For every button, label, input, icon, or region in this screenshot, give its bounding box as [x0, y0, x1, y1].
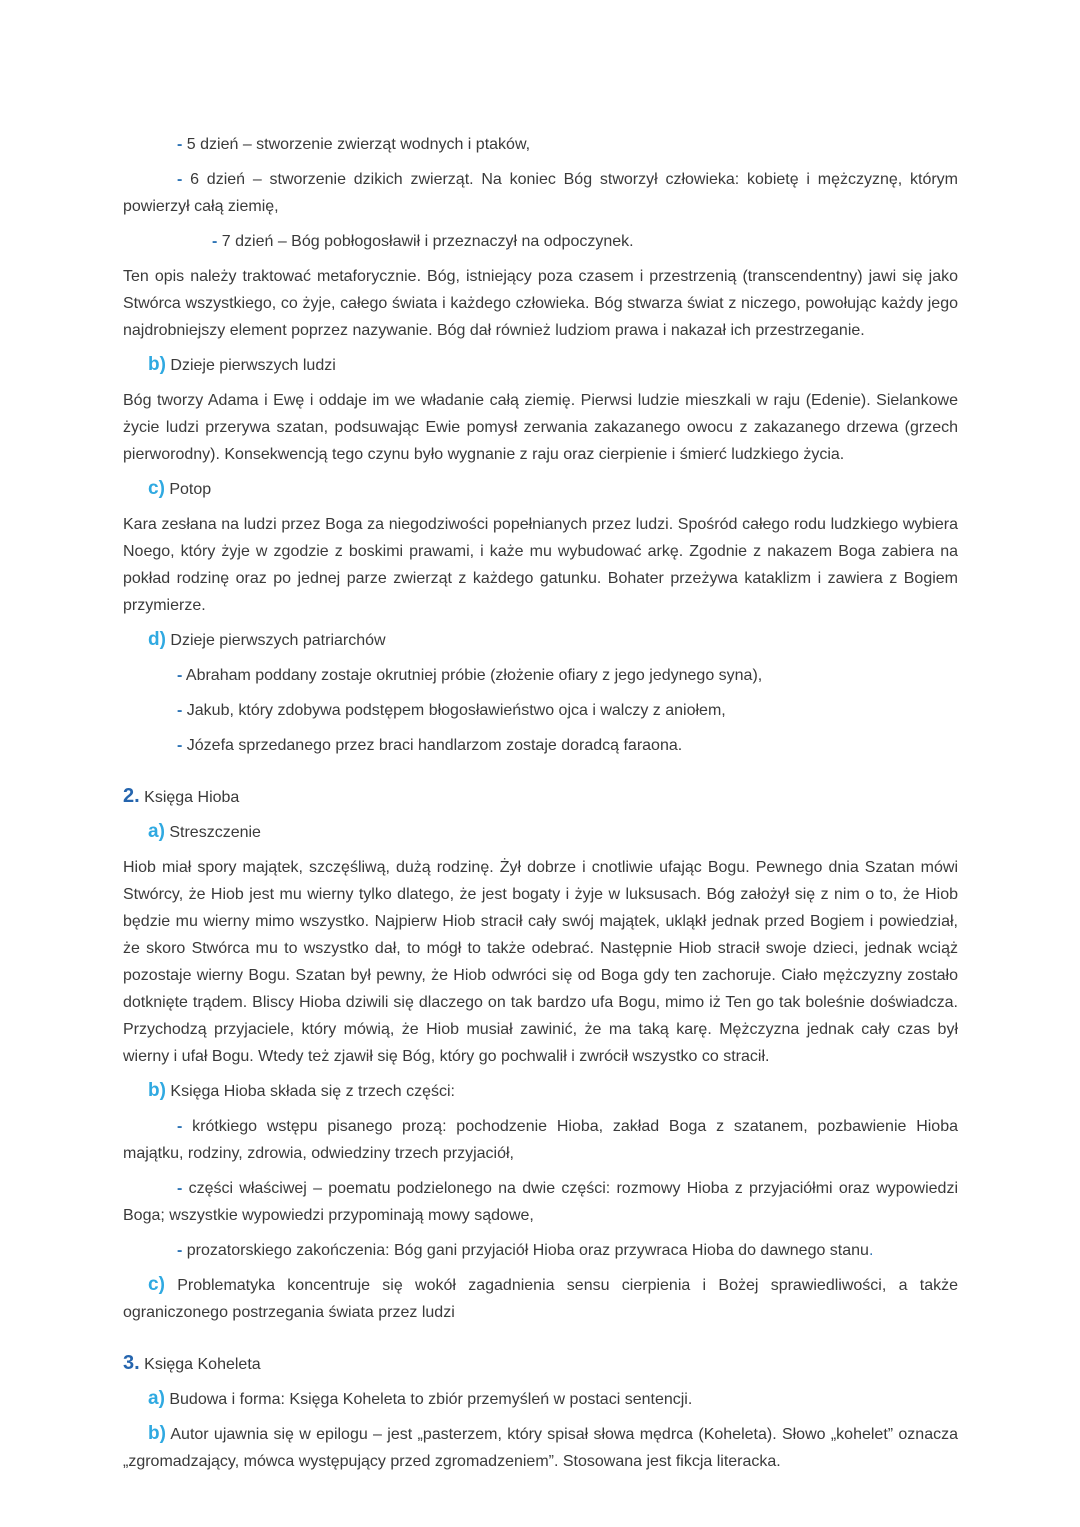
- subsection-heading: [123, 1078, 958, 1105]
- text-run: Ten opis należy traktować metaforycznie. Bóg, istniejący poza czasem i przestrzenią (transcendentny) jawi się jako Stwórca wszystkiego, co żyje, całego świata i każdego człowieka. Bóg stwarza świat z niczego, powołując każdy jego najdrobniejszy element poprzez nazywanie. Bóg dał również ludziom prawa i nakazał ich przestrzeganie.: [123, 268, 958, 339]
- text-run: 6 dzień – stworzenie dzikich zwierząt. Na koniec Bóg stworzył człowieka: kobietę i mężczyznę, którym powierzył całą ziemię,: [123, 171, 958, 215]
- text-run: 7 dzień – Bóg pobłogosławił i przeznaczył na odpoczynek.: [221, 233, 634, 250]
- subsection-heading: [123, 1272, 958, 1326]
- text-run: Autor ujawnia się w epilogu – jest „pasterzem, który spisał słowa mędrca (Koheleta). Słowo „kohelet” oznacza „zgromadzający, mówca występujący przed zgromadzeniem”. Stosowana jest fikcja literacka.: [123, 1426, 959, 1470]
- number-marker: 3.: [123, 1352, 140, 1374]
- accent-period: .: [868, 1242, 874, 1259]
- letter-marker: a): [148, 821, 165, 842]
- paragraph: [123, 263, 958, 344]
- text-run: Księga Hioba składa się z trzech części:: [170, 1083, 455, 1100]
- letter-marker: b): [148, 1423, 166, 1444]
- letter-marker: c): [148, 1274, 165, 1295]
- dash-marker: -: [177, 136, 183, 153]
- text-run: Dzieje pierwszych patriarchów: [170, 632, 386, 649]
- dash-list-item: [123, 228, 958, 255]
- letter-marker: b): [148, 354, 166, 375]
- text-run: krótkiego wstępu pisanego prozą: pochodzenie Hioba, zakład Boga z szatanem, pozbawienie Hioba majątku, rodziny, zdrowia, odwiedziny trzech przyjaciół,: [123, 1118, 959, 1162]
- blank-line: [123, 1334, 958, 1351]
- subsection-heading: [123, 476, 958, 503]
- dash-marker: -: [177, 737, 183, 754]
- subsection-heading: [123, 819, 958, 846]
- text-run: Kara zesłana na ludzi przez Boga za niegodziwości popełnianych przez ludzi. Spośród całego rodu ludzkiego wybiera Noego, który żyje w zgodzie z boskimi prawami, i każe mu wybudować arkę. Zgodnie z nakazem Boga zabiera na pokład rodzinę oraz po jednej parze zwierząt z każdego gatunku. Bohater przeżywa kataklizm i zawiera z Bogiem przymierze.: [123, 516, 958, 614]
- text-run: Jakub, który zdobywa podstępem błogosławieństwo ojca i walczy z aniołem,: [186, 702, 726, 719]
- dash-marker: -: [177, 1242, 183, 1259]
- dash-marker: -: [177, 1180, 183, 1197]
- dash-list-item: [123, 732, 958, 759]
- text-run: Potop: [169, 481, 212, 498]
- dash-marker: -: [177, 702, 183, 719]
- dash-list-item: [123, 1113, 958, 1167]
- text-run: Bóg tworzy Adama i Ewę i oddaje im we władanie całą ziemię. Pierwsi ludzie mieszkali w raju (Edenie). Sielankowe życie ludzi przerywa szatan, podsuwając Ewie pomysł zerwania zakazanego owocu z zakazanego drzewa (grzech pierworodny). Konsekwencją tego czynu było wygnanie z raju oraz cierpienie i śmierć ludzkiego życia.: [123, 392, 958, 463]
- paragraph: [123, 387, 958, 468]
- text-run: Budowa i forma: Księga Koheleta to zbiór przemyśleń w postaci sentencji.: [169, 1391, 693, 1408]
- dash-marker: -: [212, 233, 218, 250]
- subsection-heading: [123, 352, 958, 379]
- blank-line: [123, 767, 958, 784]
- dash-list-item: [123, 131, 958, 158]
- dash-marker: -: [177, 667, 183, 684]
- letter-marker: b): [148, 1080, 166, 1101]
- dash-marker: -: [177, 171, 183, 188]
- text-run: Józefa sprzedanego przez braci handlarzom zostaje doradcą faraona.: [186, 737, 683, 754]
- paragraph: [123, 511, 958, 619]
- text-run: Hiob miał spory majątek, szczęśliwą, dużą rodzinę. Żył dobrze i cnotliwie ufając Bogu. Pewnego dnia Szatan mówi Stwórcy, że Hiob jest mu wierny tylko dlatego, że jest bogaty i żyje w luksusach. Bóg założył się z nim o to, że Hiob będzie mu wierny mimo wszystko. Najpierw Hiob stracił cały swój majątek, ukląkł jednak przed Bogiem i powiedział, że skoro Stwórca mu to wszystko dał, to mógł to także odebrać. Następnie Hiob stracił swoje dzieci, jednak wciąż pozostaje wierny Bogu. Szatan był pewny, że Hiob odwróci się od Boga gdy ten zachoruje. Ciało mężczyzny zostało dotknięte trądem. Bliscy Hioba dziwili się dlaczego on tak bardzo ufa Bogu, mimo iż Ten go tak boleśnie doświadcza. Przychodzą przyjaciele, który mówią, że Hiob musiał zawinić, że ma taką karę. Mężczyzna jednak cały czas był wierny i ufał Bogu. Wtedy też zjawił się Bóg, który go pochwalił i zwrócił wszystko co stracił.: [123, 859, 958, 1065]
- text-run: Streszczenie: [169, 824, 261, 841]
- text-run: Księga Koheleta: [144, 1356, 261, 1373]
- text-run: prozatorskiego zakończenia: Bóg gani przyjaciół Hioba oraz przywraca Hioba do dawnego stanu: [186, 1242, 869, 1259]
- subsection-heading: [123, 1421, 958, 1475]
- dash-list-item: [123, 1175, 958, 1229]
- document-body: [123, 131, 958, 1475]
- text-run: Księga Hioba: [144, 789, 240, 806]
- subsection-heading: [123, 1386, 958, 1413]
- subsection-heading: [123, 627, 958, 654]
- text-run: części właściwej – poematu podzielonego na dwie części: rozmowy Hioba z przyjaciółmi oraz wypowiedzi Boga; wszystkie wypowiedzi przypominają mowy sądowe,: [123, 1180, 959, 1224]
- number-marker: 2.: [123, 785, 140, 807]
- letter-marker: d): [148, 629, 166, 650]
- dash-marker: -: [177, 1118, 183, 1135]
- text-run: 5 dzień – stworzenie zwierząt wodnych i ptaków,: [186, 136, 531, 153]
- dash-list-item: [123, 1237, 958, 1264]
- text-run: Dzieje pierwszych ludzi: [170, 357, 336, 374]
- section-heading: [123, 1351, 958, 1378]
- letter-marker: c): [148, 478, 165, 499]
- dash-list-item: [123, 697, 958, 724]
- letter-marker: a): [148, 1388, 165, 1409]
- text-run: Problematyka koncentruje się wokół zagadnienia sensu cierpienia i Bożej sprawiedliwości, a także ograniczonego postrzegania świata przez ludzi: [123, 1277, 958, 1321]
- section-heading: [123, 784, 958, 811]
- dash-list-item: [123, 166, 958, 220]
- paragraph: [123, 854, 958, 1070]
- text-run: Abraham poddany zostaje okrutniej próbie (złożenie ofiary z jego jedynego syna),: [185, 667, 763, 684]
- dash-list-item: [123, 662, 958, 689]
